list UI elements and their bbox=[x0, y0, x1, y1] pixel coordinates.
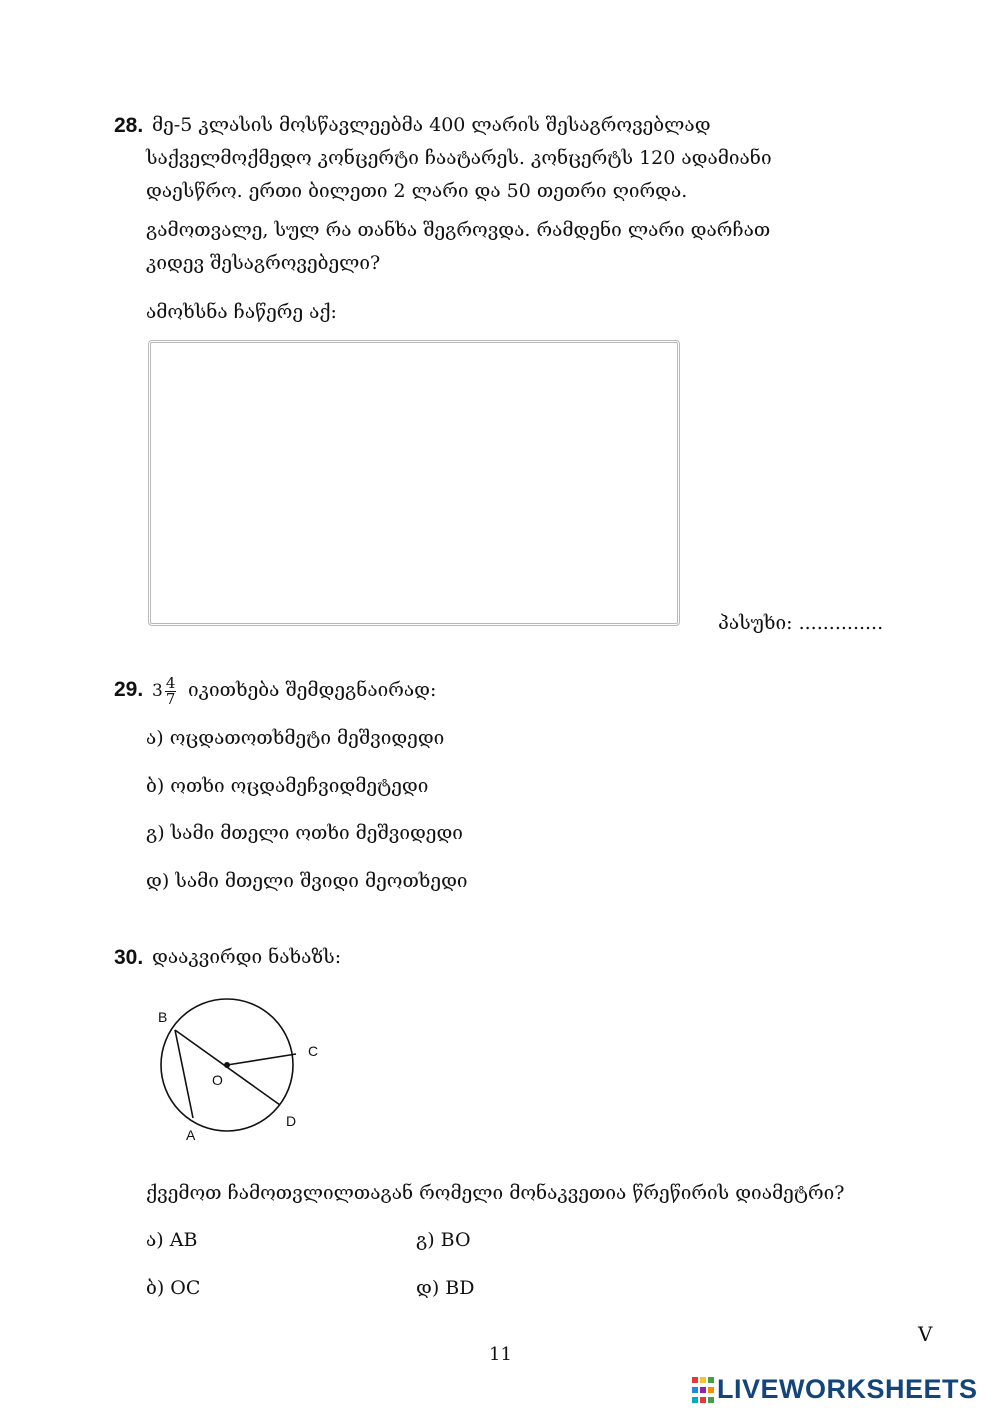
page-number: 11 bbox=[489, 1344, 512, 1365]
mixed-number bbox=[152, 671, 178, 711]
label-o: O bbox=[212, 1072, 223, 1088]
fraction-denominator: 7 bbox=[165, 689, 176, 708]
liveworksheets-icon bbox=[692, 1377, 714, 1403]
question-30-option-c[interactable]: გ) BO bbox=[416, 1229, 471, 1251]
label-c: C bbox=[308, 1043, 319, 1059]
fraction-numerator: 4 bbox=[165, 673, 176, 692]
label-b: B bbox=[158, 1009, 168, 1025]
question-30-text: ქვემოთ ჩამოთვლილთაგან რომელი მონაკვეთია წრეწირის დიამეტრი? bbox=[146, 1182, 845, 1204]
variant-mark: V bbox=[918, 1322, 933, 1346]
circle-diagram bbox=[140, 990, 340, 1150]
segment-oc bbox=[227, 1054, 296, 1065]
question-28-number: 28. bbox=[114, 114, 144, 137]
answer-label[interactable]: პასუხი: .............. bbox=[718, 612, 884, 634]
liveworksheets-logo[interactable] bbox=[692, 1374, 978, 1405]
mixed-number-fraction bbox=[165, 673, 177, 708]
center-point bbox=[224, 1062, 230, 1068]
question-29-prompt: იკითხება შემდეგნაირად: bbox=[188, 679, 437, 701]
question-29-option-c[interactable]: გ) სამი მთელი ოთხი მეშვიდედი bbox=[146, 822, 463, 844]
question-30-option-b[interactable]: ბ) OC bbox=[146, 1277, 201, 1299]
question-28-line-4: გამოთვალე, სულ რა თანხა შეგროვდა. რამდენი ლარი დარჩათ bbox=[146, 219, 771, 241]
question-28-line-2: საქველმოქმედო კონცერტი ჩაატარეს. კონცერტს 120 ადამიანი bbox=[146, 147, 772, 169]
liveworksheets-wordmark: LIVEWORKSHEETS bbox=[717, 1374, 978, 1404]
mixed-number-whole: 3 bbox=[152, 681, 163, 701]
label-a: A bbox=[186, 1127, 196, 1143]
question-30-option-d[interactable]: დ) BD bbox=[416, 1277, 475, 1299]
question-28-line-3: დაესწრო. ერთი ბილეთი 2 ლარი და 50 თეთრი ღირდა. bbox=[146, 180, 688, 202]
question-28-line-5: კიდევ შესაგროვებელი? bbox=[146, 252, 381, 274]
question-29-number: 29. bbox=[114, 678, 144, 701]
question-30-option-a[interactable]: ა) AB bbox=[146, 1229, 198, 1251]
question-30-number: 30. bbox=[114, 946, 144, 969]
solution-box[interactable] bbox=[148, 340, 680, 626]
segment-ba bbox=[175, 1030, 193, 1118]
question-29-option-b[interactable]: ბ) ოთხი ოცდამეჩვიდმეტედი bbox=[146, 775, 429, 797]
question-29-option-d[interactable]: დ) სამი მთელი შვიდი მეოთხედი bbox=[146, 870, 468, 892]
label-d: D bbox=[286, 1113, 297, 1129]
question-29-option-a[interactable]: ა) ოცდათოთხმეტი მეშვიდედი bbox=[146, 727, 445, 749]
question-30-prompt: დააკვირდი ნახაზს: bbox=[152, 946, 342, 968]
question-28-line-1: მე-5 კლასის მოსწავლეებმა 400 ლარის შესაგროვებლად bbox=[152, 114, 711, 136]
solution-label: ამოხსნა ჩაწერე აქ: bbox=[146, 301, 337, 323]
